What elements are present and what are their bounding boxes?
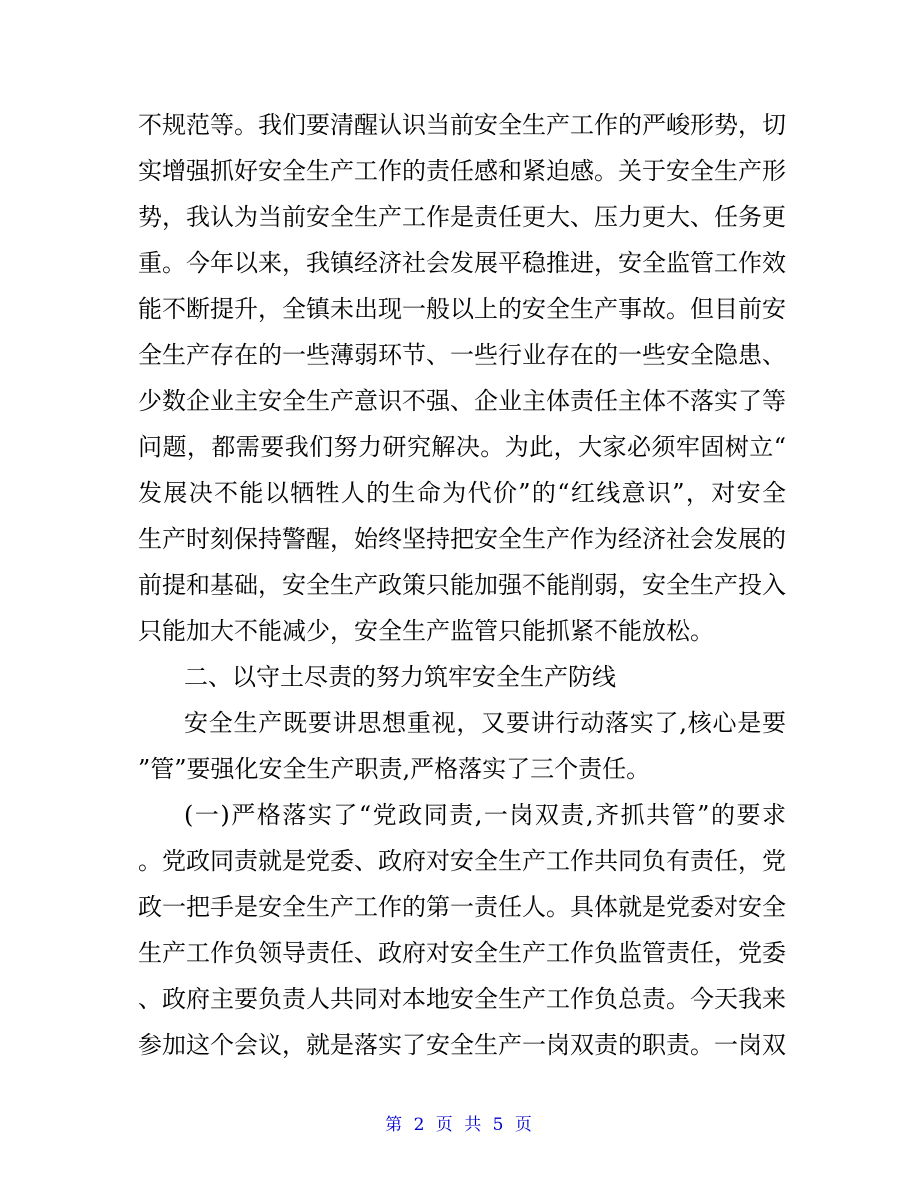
text-line: 安全生产既要讲思想重视，又要讲行动落实了,核心是要 [184, 709, 786, 737]
text-line: 只能加大不能减少，安全生产监管只能抓紧不能放松。 [138, 617, 714, 645]
text-line: 生产工作负领导责任、政府对安全生产工作负监管责任，党委 [138, 939, 786, 967]
text-line: 前提和基础，安全生产政策只能加强不能削弱，安全生产投入 [138, 571, 786, 599]
text-line: 少数企业主安全生产意识不强、企业主体责任主体不落实了等 [138, 387, 786, 415]
text-line: 不规范等。我们要清醒认识当前安全生产工作的严峻形势，切 [138, 111, 786, 139]
text-line: 发展决不能以牺牲人的生命为代价”的“红线意识”，对安全 [138, 479, 786, 507]
text-line: 。党政同责就是党委、政府对安全生产工作共同负有责任，党 [138, 847, 786, 875]
text-line: 政一把手是安全生产工作的第一责任人。具体就是党委对安全 [138, 893, 786, 921]
document-body [138, 102, 786, 1068]
text-line: 全生产存在的一些薄弱环节、一些行业存在的一些安全隐患、 [138, 341, 786, 369]
text-line: 参加这个会议，就是落实了安全生产一岗双责的职责。一岗双 [138, 1031, 786, 1059]
text-line: 生产时刻保持警醒，始终坚持把安全生产作为经济社会发展的 [138, 525, 786, 553]
text-line: 重。今年以来，我镇经济社会发展平稳推进，安全监管工作效 [138, 249, 786, 277]
text-line: 实增强抓好安全生产工作的责任感和紧迫感。关于安全生产形 [138, 157, 786, 185]
page-number: 第 2 页 共 5 页 [385, 1115, 535, 1135]
text-line: 势，我认为当前安全生产工作是责任更大、压力更大、任务更 [138, 203, 786, 231]
section-heading: 二、以守土尽责的努力筑牢安全生产防线 [184, 663, 616, 691]
text-line: 、政府主要负责人共同对本地安全生产工作负总责。今天我来 [138, 985, 786, 1013]
subsection-heading: (一)严格落实了“党政同责,一岗双责,齐抓共管”的要求 [184, 801, 786, 829]
text-line: 问题，都需要我们努力研究解决。为此，大家必须牢固树立“ [138, 433, 786, 461]
text-line: 能不断提升，全镇未出现一般以上的安全生产事故。但目前安 [138, 295, 786, 323]
text-line: ”管”要强化安全生产职责,严格落实了三个责任。 [138, 755, 651, 783]
